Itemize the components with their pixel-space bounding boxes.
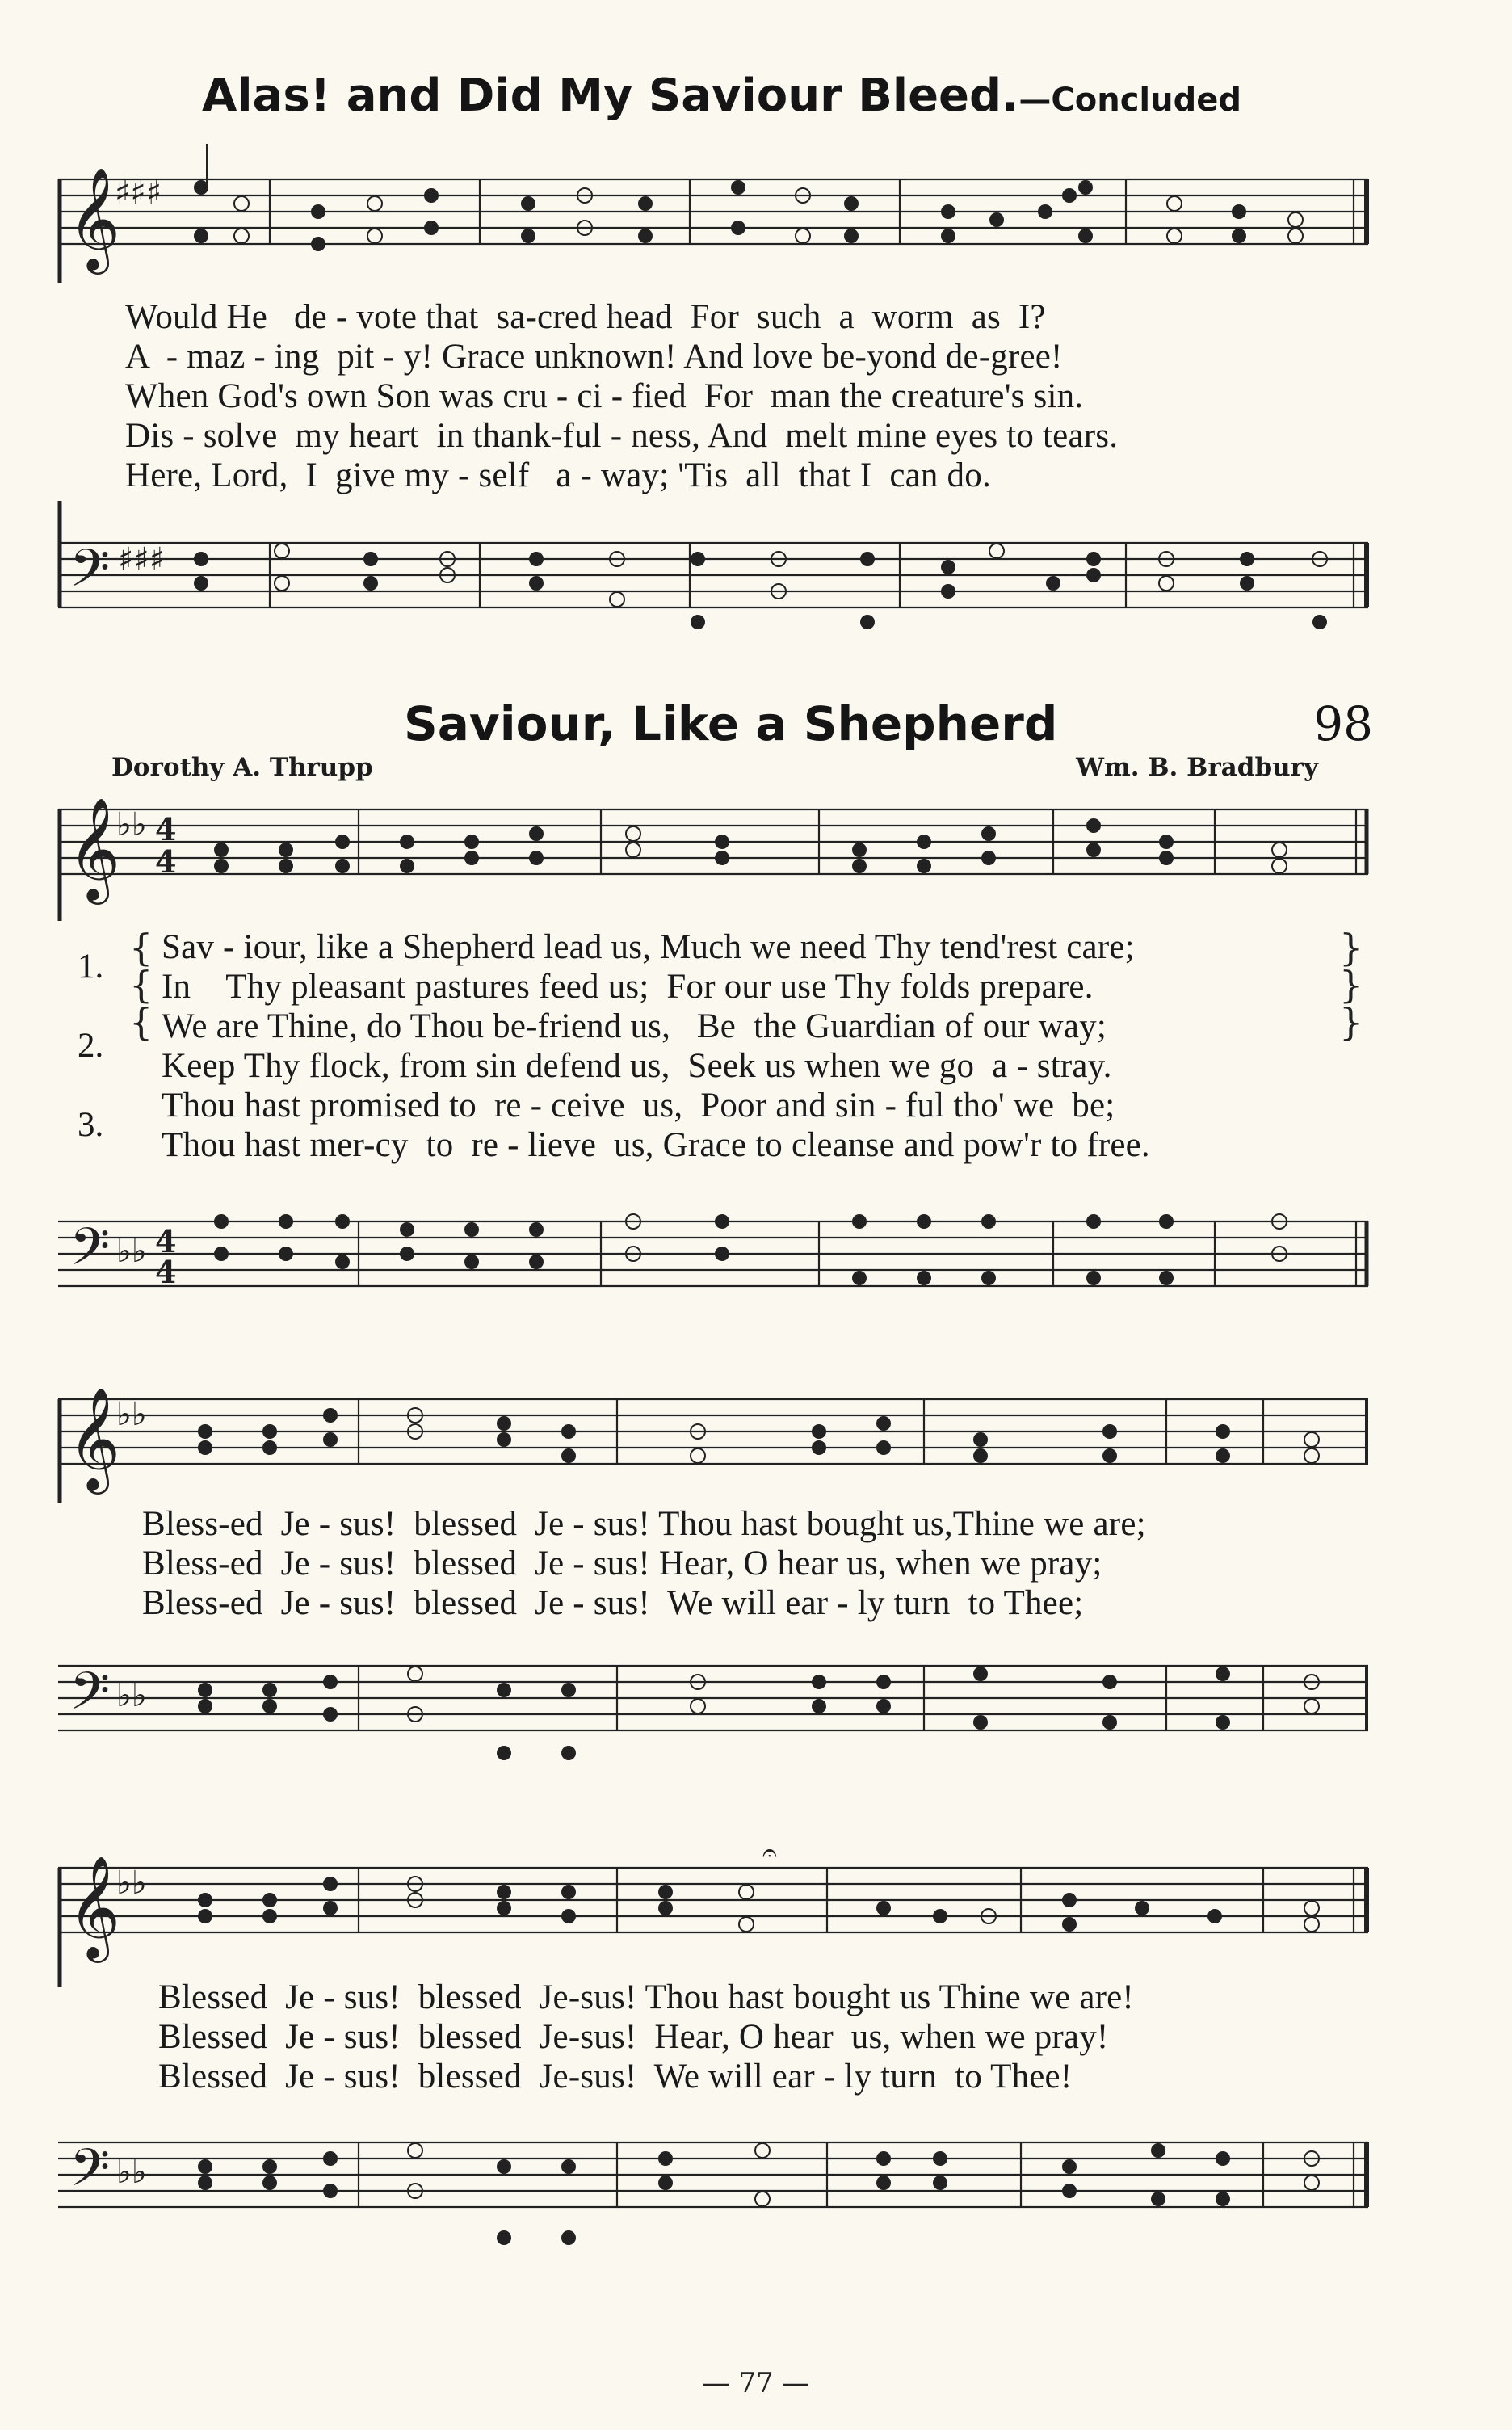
svg-text:♭♭: ♭♭ [116, 806, 147, 843]
hymn2-verse-line [162, 1007, 1389, 1046]
lyric-text: blessed [418, 1978, 522, 2016]
lyric-text: We will ear - ly turn [653, 2058, 938, 2096]
svg-text:♭♭: ♭♭ [116, 2154, 147, 2191]
lyric-text: Shepherd lead us, [402, 928, 652, 966]
lyric-text: We are Thine, do Thou be-friend us, [162, 1007, 671, 1045]
svg-text:♭♭: ♭♭ [116, 1396, 147, 1433]
lyric-text: - maz - ing [166, 338, 320, 376]
svg-text:𝄢: 𝄢 [69, 2138, 111, 2211]
lyric-text: us, [642, 1087, 683, 1125]
hymn1-lyrics [125, 297, 1353, 495]
lyric-text: Hear, O hear us, when we pray; [658, 1545, 1102, 1583]
hymn2-treble-staff-3 [52, 1826, 1378, 1987]
lyric-text: that I [798, 456, 872, 494]
lyric-text: the Guardian of our way; [753, 1007, 1107, 1045]
hymn2-bass-staff-3 [52, 2100, 1378, 2278]
page-number: — 77 — [702, 2367, 810, 2399]
svg-text:4: 4 [155, 843, 177, 880]
hymn1-verse-line [125, 337, 1353, 376]
lyric-text: I [305, 456, 318, 494]
hymn1-verse-line [125, 456, 1353, 495]
svg-text:𝄐: 𝄐 [762, 1837, 777, 1868]
refrain-line [142, 1504, 1370, 1544]
refrain-line [158, 2057, 1386, 2096]
lyric-text: For [704, 377, 754, 415]
hymn1-bass-staff [52, 501, 1378, 662]
svg-text:♭♭: ♭♭ [116, 1233, 147, 1270]
refrain-line [158, 2017, 1386, 2057]
lyric-text: Poor and sin - ful tho' we [700, 1087, 1055, 1125]
lyric-text: Thou hast promised to [162, 1087, 477, 1125]
right-brace: } } } [1339, 926, 1363, 1044]
refrain-line [142, 1544, 1370, 1583]
verse-number: 2. [78, 1027, 104, 1065]
refrain-line [158, 1978, 1386, 2017]
svg-text:♭♭: ♭♭ [116, 1865, 147, 1902]
svg-text:𝄞: 𝄞 [68, 1386, 121, 1490]
hymn2-verse-line [162, 927, 1389, 967]
lyric-text: my heart [295, 417, 419, 455]
lyric-text: sa-cred head [496, 298, 673, 336]
lyric-text: blessed [418, 2058, 522, 2096]
lyric-text: re - ceive [494, 1087, 625, 1125]
lyric-text: Dis - solve [125, 417, 278, 455]
hymn-composer: Wm. B. Bradbury [1076, 753, 1318, 782]
lyric-text: in thank-ful - ness, And [436, 417, 768, 455]
svg-text:𝄢: 𝄢 [69, 1217, 111, 1290]
lyric-text: a [838, 298, 855, 336]
lyric-text: Je - sus! [285, 1978, 401, 2016]
svg-text:𝄞: 𝄞 [68, 797, 121, 900]
lyric-text: When God's own Son [125, 377, 431, 415]
lyric-text: blessed [414, 1505, 518, 1543]
lyric-text: us, when we pray! [850, 2018, 1109, 2056]
lyric-text: In [162, 968, 191, 1006]
refrain-line [142, 1583, 1370, 1623]
hymn2-title: Saviour, Like a Shepherd [404, 696, 1058, 751]
verse-number: 1. [78, 948, 104, 986]
lyric-text: Je-sus! [539, 2058, 637, 2096]
lyric-text: all [746, 456, 781, 494]
lyric-text: Je - sus! [285, 2058, 401, 2096]
hymn1-title-text: Alas! and Did My Saviour Bleed. [202, 69, 1019, 122]
lyric-text: Je - sus! [285, 2018, 401, 2056]
lyric-text: to Thee; [968, 1584, 1084, 1622]
lyric-text: be-yond de-gree! [821, 338, 1063, 376]
svg-text:𝄢: 𝄢 [69, 1662, 111, 1734]
lyric-text: I? [1018, 298, 1046, 336]
hymn1-title [202, 69, 1241, 122]
hymn-number: 98 [1313, 696, 1373, 751]
lyric-text: Bless-ed [142, 1545, 263, 1583]
svg-text:4: 4 [155, 811, 177, 847]
lyric-text: Je - sus! [535, 1584, 650, 1622]
lyric-text: to Thee! [955, 2058, 1073, 2096]
lyric-text: blessed [418, 2018, 522, 2056]
lyric-text: can do. [889, 456, 991, 494]
lyric-text: Thou hast mer-cy [162, 1126, 409, 1164]
lyric-text: Would He [125, 298, 268, 336]
lyric-text: blessed [414, 1584, 518, 1622]
lyric-text: a - stray. [992, 1047, 1112, 1085]
hymn2-bass-staff-1 [52, 1171, 1378, 1333]
hymn-author: Dorothy A. Thrupp [111, 753, 373, 782]
hymn2-verse-line [162, 967, 1389, 1007]
lyric-text: a - way; 'Tis [556, 456, 729, 494]
lyric-text: cru - ci - fied [502, 377, 687, 415]
lyric-text: Thy pleasant pastures feed [225, 968, 599, 1006]
lyric-text: such [756, 298, 821, 336]
lyric-text: We will ear - ly turn [667, 1584, 951, 1622]
svg-text:4: 4 [155, 1254, 177, 1290]
lyric-text: Je - sus! [535, 1505, 650, 1543]
hymn2-verse-line [162, 1125, 1389, 1165]
lyric-text: man [771, 377, 831, 415]
lyric-text: Je - sus! [535, 1545, 650, 1583]
lyric-text: re - lieve [471, 1126, 597, 1164]
lyric-text: Grace to cleanse and pow'r to free. [662, 1126, 1150, 1164]
lyric-text: was [439, 377, 494, 415]
lyric-text: Much we need Thy tend'rest care; [660, 928, 1135, 966]
lyric-text: Je-sus! [539, 1978, 637, 2016]
lyric-text: Thou hast bought us,Thine we are; [658, 1505, 1146, 1543]
lyric-text: Sav - iour, like a [162, 928, 394, 966]
hymn1-verse-line [125, 416, 1353, 456]
lyric-text: blessed [414, 1545, 518, 1583]
lyric-text: For [690, 298, 740, 336]
hymn1-verse-line [125, 297, 1353, 337]
svg-text:♭♭: ♭♭ [116, 1677, 147, 1714]
lyric-text: to [426, 1126, 454, 1164]
hymn2-treble-staff-1 [52, 776, 1378, 921]
lyric-text: For our use Thy folds prepare. [666, 968, 1094, 1006]
lyric-text: tears. [1043, 417, 1119, 455]
hymn2-verse-line [162, 1046, 1389, 1086]
hymn2-refrain-a [142, 1504, 1370, 1623]
lyric-text: worm [872, 298, 954, 336]
lyric-text: Blessed [158, 2058, 268, 2096]
lyric-text: pit - y! Grace unknown! And [337, 338, 744, 376]
svg-text:𝄞: 𝄞 [68, 1855, 121, 1958]
hymn2-verse-line [162, 1086, 1389, 1125]
verse-number: 3. [78, 1106, 104, 1144]
lyric-text: Blessed [158, 2018, 268, 2056]
left-brace: { { { [129, 926, 153, 1044]
hymn2-refrain-b [158, 1978, 1386, 2096]
lyric-text: be; [1072, 1087, 1115, 1125]
hymn2-bass-staff-2 [52, 1624, 1378, 1785]
svg-text:𝄞: 𝄞 [68, 166, 121, 270]
lyric-text: us; [607, 968, 649, 1006]
lyric-text: Je - sus! [280, 1584, 397, 1622]
hymn1-treble-staff [52, 137, 1378, 283]
lyric-text: Seek us when we go [687, 1047, 975, 1085]
lyric-text: Bless-ed [142, 1584, 263, 1622]
lyric-text: Keep Thy flock, from sin defend [162, 1047, 622, 1085]
lyric-text: Here, Lord, [125, 456, 288, 494]
lyric-text: love [752, 338, 813, 376]
svg-text:4: 4 [155, 1223, 177, 1259]
lyric-text: de - vote that [293, 298, 479, 336]
hymn1-title-suffix: —Concluded [1018, 82, 1241, 119]
hymn2-treble-staff-2 [52, 1357, 1378, 1503]
lyric-text: Hear, O hear [654, 2018, 834, 2056]
lyric-text: Bless-ed [142, 1505, 263, 1543]
lyric-text: us, [629, 1047, 670, 1085]
lyric-text: melt mine eyes to [785, 417, 1035, 455]
lyric-text: us, [614, 1126, 654, 1164]
lyric-text: Blessed [158, 1978, 268, 2016]
hymn1-verse-line [125, 376, 1353, 416]
lyric-text: the creature's sin. [839, 377, 1084, 415]
lyric-text: give my - self [334, 456, 530, 494]
hymn2-verses [162, 927, 1389, 1165]
lyric-text: Je-sus! [539, 2018, 637, 2056]
svg-text:♯♯♯: ♯♯♯ [118, 541, 166, 578]
svg-text:♯♯♯: ♯♯♯ [115, 174, 162, 212]
lyric-text: as [971, 298, 1001, 336]
lyric-text: Je - sus! [280, 1505, 397, 1543]
lyric-text: Je - sus! [280, 1545, 397, 1583]
lyric-text: Be [696, 1007, 737, 1045]
lyric-text: Thou hast bought us Thine we are! [645, 1978, 1134, 2016]
lyric-text: A [125, 338, 149, 376]
svg-text:𝄢: 𝄢 [69, 539, 111, 612]
